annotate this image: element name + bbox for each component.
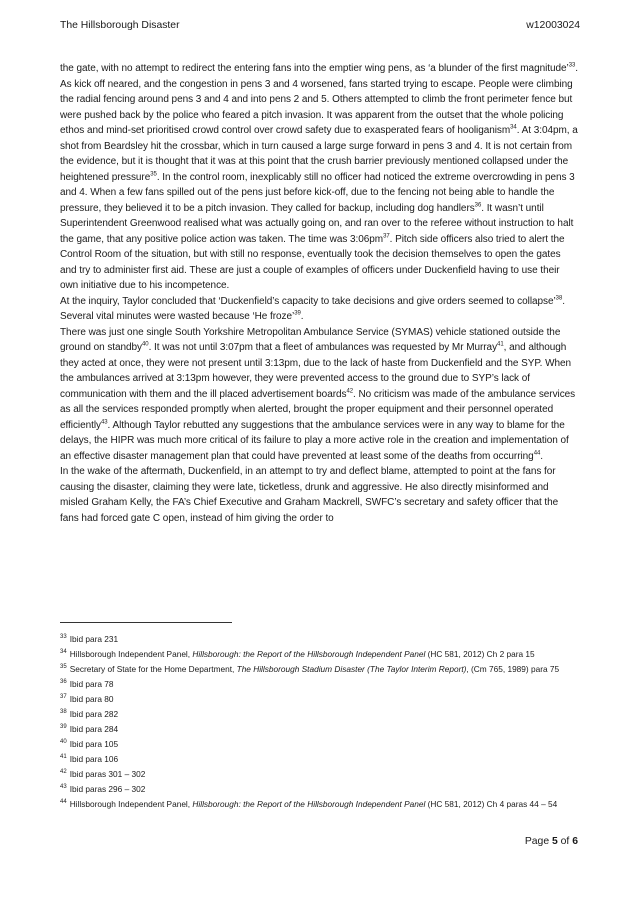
paragraph-text: . — [540, 450, 543, 462]
body-paragraph — [60, 294, 578, 325]
footnote-citation-title: Hillsborough: the Report of the Hillsborough Independent Panel — [192, 649, 426, 659]
paragraph-text: . No criticism was made of the ambulance services as all the services responded promptly when alerted, brought the proper equipment and their personnel operated efficiently — [60, 388, 576, 431]
footnote-number: 34 — [60, 649, 67, 656]
paragraph-text: . In the control room, inexplicably still no officer had noticed the extreme overcrowding in pens 3 and 4. When a few fans spilled out of the pens just before kick-off, due to the fencing not being able to handle the pressure, they believed it to be a pitch invasion. They called for backup, including dog handlers — [60, 171, 575, 214]
page-current: 5 — [551, 836, 558, 847]
footnote — [60, 647, 578, 662]
footnote-number: 36 — [60, 679, 67, 686]
paragraph-text: . — [575, 63, 579, 74]
footnote — [60, 782, 578, 797]
body-text — [60, 61, 578, 526]
paragraph-text: . Although Taylor rebutted any suggestions that the ambulance services were in any way to blame for the delays, the HIPR was much more critical of its failure to play a more active role in the creation and implementation of an effective disaster management plan that could have prevented at least some of the deaths from occurring — [60, 419, 569, 462]
footnote-text: Ibid para 284 — [69, 724, 119, 734]
footnote-number: 42 — [60, 769, 67, 776]
paragraph-text: . It wasn’t until Superintendent Greenwood realised what was actually going on, and ran over to the referee without instruction to halt the game, that any positive police action was taken. The time was 3:06pm — [60, 202, 574, 245]
footnote-number: 44 — [60, 799, 67, 806]
footnote — [60, 797, 578, 812]
footnote-ref: 33 — [568, 62, 576, 69]
footnote-text: Ibid paras 301 – 302 — [69, 769, 146, 779]
footnote-number: 37 — [60, 694, 67, 701]
footnote-text: Secretary of State for the Home Department, — [69, 664, 237, 674]
footnote-text: (HC 581, 2012) Ch 4 paras 44 – 54 — [425, 799, 558, 809]
page-header — [60, 20, 580, 31]
footnote-text: Ibid para 78 — [69, 679, 114, 689]
footnote-ref: 38 — [555, 295, 563, 302]
footnote — [60, 707, 578, 722]
footnote — [60, 737, 578, 752]
footnote-number: 40 — [60, 739, 67, 746]
footnote-number: 41 — [60, 754, 67, 761]
paragraph-text: There was just one single South Yorkshire Metropolitan Ambulance Service (SYMAS) vehicle stationed outside the ground on standby — [60, 326, 561, 353]
body-paragraph — [60, 464, 578, 526]
paragraph-text: . At 3:04pm, a shot from Beardsley hit the crossbar, which in turn caused a large surge forward in pens 3 and 4. It is not certain from the evidence, but it is thought that it was at this point that the crush barrier previously mentioned collapsed under the heightened pressure — [60, 125, 578, 183]
footnote-text: Hillsborough Independent Panel, — [69, 799, 193, 809]
body-paragraph — [60, 325, 578, 465]
footnote-text: (HC 581, 2012) Ch 2 para 15 — [425, 649, 535, 659]
footnote — [60, 767, 578, 782]
footnote-citation-title: The Hillsborough Stadium Disaster (The Taylor Interim Report) — [236, 664, 467, 674]
footnote-ref: 43 — [100, 419, 108, 426]
page-total: 6 — [572, 836, 578, 847]
footnote-text: Ibid para 105 — [69, 739, 119, 749]
footnote-divider — [60, 622, 232, 623]
paragraph-text: As kick off neared, and the congestion in pens 3 and 4 worsened, fans started trying to escape. People were climbing the radial fencing around pens 3 and 4 and into pens 2 and 5. Others attempted to climb the front perimeter fence but were pushed back by the police who feared a pitch invasion. It was apparent from the outset that the whole policing ethos and mind-set prioritised crowd control over crowd safety due to exasperated fears of hooliganism — [60, 78, 573, 136]
footnote-ref: 36 — [474, 202, 482, 209]
footnote — [60, 722, 578, 737]
footnote — [60, 692, 578, 707]
footnote-ref: 35 — [150, 171, 157, 178]
footnote-ref: 34 — [510, 124, 517, 131]
footnote — [60, 632, 578, 647]
footnotes — [60, 632, 578, 812]
paragraph-text: At the inquiry, Taylor concluded that ‘Duckenfield’s capacity to take decisions and give orders seemed to collapse’ — [60, 295, 556, 307]
header-student-id: w12003024 — [526, 20, 580, 31]
footnote-ref: 41 — [497, 341, 504, 348]
paragraph-text: . Pitch side officers also tried to alert the Control Room of the situation, but with still no response, eventually took the decision themselves to open the gates and try to administer first aid. These are just a couple of examples of officers under Duckenfield having to use their own initiative due to his incompetence. — [60, 233, 565, 291]
paragraph-text: . — [300, 311, 304, 322]
footnote-text: , (Cm 765, 1989) para 75 — [466, 664, 560, 674]
page-label: Page — [524, 836, 552, 847]
footnote-text: Ibid para 282 — [69, 709, 119, 719]
footnote-text: Ibid para 231 — [69, 634, 119, 644]
footnote-ref: 39 — [294, 310, 301, 317]
footnote-ref: 42 — [346, 388, 354, 395]
footnote — [60, 677, 578, 692]
footnote-citation-title: Hillsborough: the Report of the Hillsborough Independent Panel — [192, 799, 426, 809]
footnote-number: 43 — [60, 784, 67, 791]
footnote — [60, 662, 578, 677]
paragraph-text: , and although they acted at once, they were not present until 3:13pm, due to the lack of haste from Duckenfield and the SYP. When the ambulances arrived at 3:13pm however, they were prevented access to the ground due to SYP’s lack of communication with them and the ill placed advertisement boards — [60, 342, 572, 400]
body-paragraph — [60, 61, 578, 77]
paragraph-text: . It was not until 3:07pm that a fleet of ambulances was requested by Mr Murray — [148, 342, 498, 353]
footnote-ref: 44 — [533, 450, 541, 457]
footnote-ref: 40 — [142, 341, 149, 348]
page-of-label: of — [557, 836, 573, 847]
footnote-number: 39 — [60, 724, 67, 731]
paragraph-text: . Several vital minutes were wasted because ‘He froze’ — [60, 295, 565, 322]
footnote — [60, 752, 578, 767]
footnote-number: 35 — [60, 664, 67, 671]
footnote-text: Ibid para 80 — [69, 694, 114, 704]
footnote-number: 33 — [60, 634, 67, 641]
footnote-text: Ibid paras 296 – 302 — [69, 784, 146, 794]
footnote-text: Hillsborough Independent Panel, — [69, 649, 193, 659]
page-number — [525, 836, 578, 847]
footnote-number: 38 — [60, 709, 67, 716]
body-paragraph — [60, 77, 578, 294]
paragraph-text: the gate, with no attempt to redirect the entering fans into the emptier wing pens, as ‘a blunder of the first magnitude’ — [60, 63, 569, 74]
header-title: The Hillsborough Disaster — [60, 20, 180, 31]
footnote-text: Ibid para 106 — [69, 754, 119, 764]
paragraph-text: In the wake of the aftermath, Duckenfield, in an attempt to try and deflect blame, attempted to point at the fans for causing the disaster, claiming they were late, ticketless, drunk and aggressive. He also directly misinformed and misled Graham Kelly, the FA’s Chief Executive and Graham Mackrell, SWFC’s secretary and safety officer that the fans had forced gate C open, instead of him giving the order to — [60, 466, 559, 524]
footnote-ref: 37 — [383, 233, 390, 240]
